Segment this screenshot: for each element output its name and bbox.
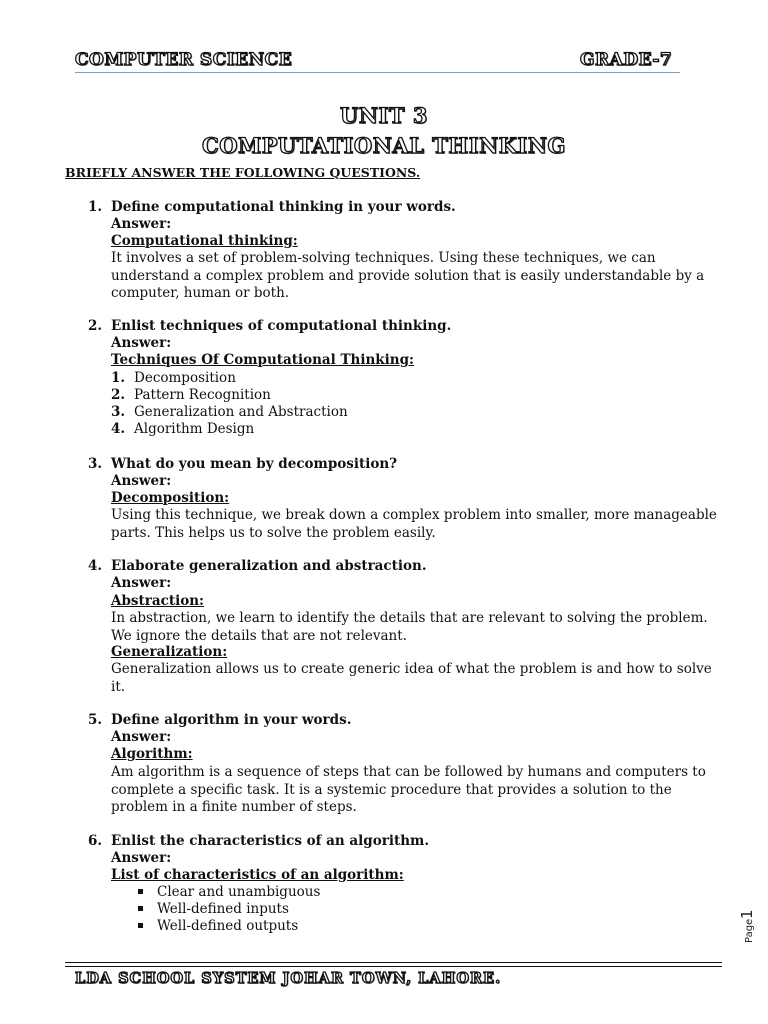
header-grade: GRADE-7 [580, 50, 673, 70]
answer-label: Answer: [111, 729, 172, 745]
answer-heading: List of characteristics of an algorithm: [111, 867, 404, 883]
instruction-heading: BRIEFLY ANSWER THE FOLLOWING QUESTIONS. [65, 165, 421, 180]
list-item-number: 4. [111, 421, 126, 437]
list-item-number: 1. [111, 370, 126, 386]
list-item: Well-defined inputs [157, 901, 289, 917]
footer-divider [65, 962, 722, 963]
question-text: Enlist the characteristics of an algorithm. [111, 833, 430, 849]
question-number: 6. [88, 833, 103, 849]
question-text: Elaborate generalization and abstraction. [111, 558, 427, 574]
answer-heading: Generalization: [111, 644, 228, 660]
answer-paragraph: Am algorithm is a sequence of steps that can be followed by humans and computers to complete a specific task. It is a systemic procedure that provides a solution to the problem in a finite number of steps. [111, 764, 706, 815]
answer-heading: Abstraction: [111, 593, 204, 609]
answer-paragraph: Generalization allows us to create generic idea of what the problem is and how to solve it. [111, 661, 712, 695]
question-number: 1. [88, 199, 103, 215]
answer-label: Answer: [111, 216, 172, 232]
question-text: Enlist techniques of computational thinking. [111, 318, 452, 334]
question-text: What do you mean by decomposition? [111, 456, 398, 472]
page-word: Page [744, 918, 755, 943]
bullet-icon [138, 923, 143, 928]
answer-label: Answer: [111, 473, 172, 489]
answer-heading: Algorithm: [111, 746, 193, 762]
answer-heading: Techniques Of Computational Thinking: [111, 352, 415, 368]
list-item: Decomposition [134, 370, 236, 386]
footer-school-name: LDA SCHOOL SYSTEM JOHAR TOWN, LAHORE. [75, 970, 502, 987]
answer-label: Answer: [111, 335, 172, 351]
unit-name: COMPUTATIONAL THINKING [202, 133, 566, 158]
answer-heading: Computational thinking: [111, 233, 298, 249]
answer-label: Answer: [111, 850, 172, 866]
page-number-label [736, 905, 758, 945]
question-number: 4. [88, 558, 103, 574]
footer-divider [65, 966, 722, 967]
header-divider [75, 72, 680, 73]
answer-heading: Decomposition: [111, 490, 230, 506]
answer-paragraph: It involves a set of problem-solving techniques. Using these techniques, we can understand a complex problem and provide solution that is easily understandable by a computer, human or both. [111, 250, 705, 301]
list-item: Well-defined outputs [157, 918, 299, 934]
header-subject: COMPUTER SCIENCE [75, 50, 293, 70]
list-item-number: 3. [111, 404, 126, 420]
list-item: Pattern Recognition [134, 387, 271, 403]
answer-label: Answer: [111, 575, 172, 591]
bullet-icon [138, 889, 143, 894]
bullet-icon [138, 906, 143, 911]
question-number: 3. [88, 456, 103, 472]
list-item: Clear and unambiguous [157, 884, 321, 900]
list-item: Algorithm Design [134, 421, 255, 437]
question-text: Define computational thinking in your words. [111, 199, 456, 215]
question-text: Define algorithm in your words. [111, 712, 352, 728]
answer-paragraph: In abstraction, we learn to identify the details that are relevant to solving the problem. We ignore the details that are not relevant. [111, 610, 708, 644]
answer-paragraph: Using this technique, we break down a complex problem into smaller, more manageable parts. This helps us to solve the problem easily. [111, 507, 717, 541]
question-number: 2. [88, 318, 103, 334]
unit-title: UNIT 3 [340, 103, 428, 128]
list-item: Generalization and Abstraction [134, 404, 348, 420]
page-number: 1 [738, 909, 756, 919]
question-number: 5. [88, 712, 103, 728]
list-item-number: 2. [111, 387, 126, 403]
